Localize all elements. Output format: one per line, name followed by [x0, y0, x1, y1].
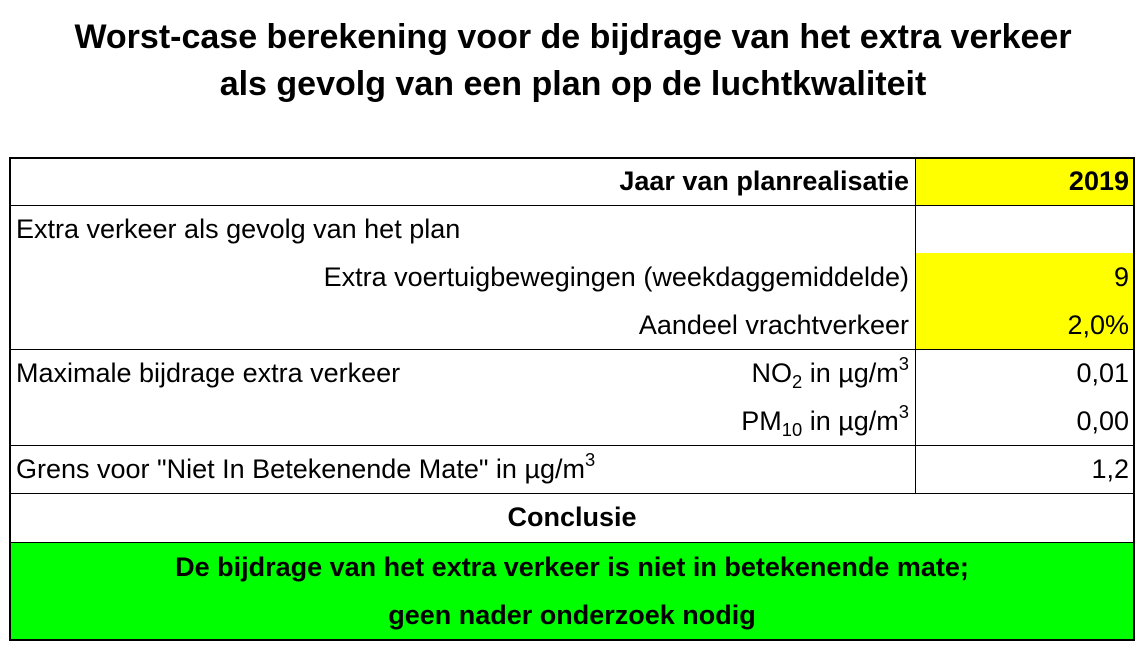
pm10-label: $PM_{10}$ in $\mu g/m^3$: [741, 401, 909, 440]
table-border-top: [9, 157, 1135, 159]
conclusion-line-2: geen nader onderzoek nodig: [388, 600, 756, 630]
row-divider: [9, 445, 1135, 446]
extra-traffic-heading: Extra verkeer als gevolg van het plan: [16, 214, 461, 244]
conclusion-result: [9, 542, 1135, 641]
row-divider: [9, 542, 1135, 543]
table-border-bottom: [9, 639, 1135, 641]
table-border-left: [9, 157, 11, 641]
max-contribution-label: Maximale bijdrage extra verkeer: [16, 358, 401, 388]
title-line-1: Worst-case berekening voor de bijdrage van het extra verkeer: [74, 18, 1072, 56]
truck-share-input[interactable]: 2,0%: [915, 301, 1135, 349]
row-divider: [9, 349, 1135, 350]
page-title: [0, 14, 1146, 108]
conclusion-line-1: De bijdrage van het extra verkeer is niet in betekenende mate;: [175, 552, 969, 582]
year-label: Jaar van planrealisatie: [619, 166, 909, 196]
table-border-right: [1133, 157, 1135, 641]
column-divider: [915, 157, 916, 493]
vehicle-movements-input[interactable]: 9: [915, 253, 1135, 301]
conclusion-heading: Conclusie: [507, 502, 637, 532]
row-divider: [9, 493, 1135, 494]
calculation-table: [9, 157, 1135, 641]
nibm-value: 1,2: [1091, 454, 1129, 484]
vehicle-movements-label: Extra voertuigbewegingen (weekdaggemiddelde): [323, 262, 909, 292]
no2-label: $NO_2$ in $\mu g/m^3$: [751, 353, 909, 392]
no2-value: 0,01: [1076, 358, 1129, 388]
year-input[interactable]: 2019: [915, 157, 1135, 205]
title-line-2: als gevolg van een plan op de luchtkwaliteit: [219, 65, 927, 103]
truck-share-label: Aandeel vrachtverkeer: [638, 310, 909, 340]
pm10-value: 0,00: [1076, 406, 1129, 436]
nibm-label: Grens voor "Niet In Betekenende Mate" in $\mu g/m^3$: [16, 449, 596, 484]
row-divider: [9, 205, 1135, 206]
